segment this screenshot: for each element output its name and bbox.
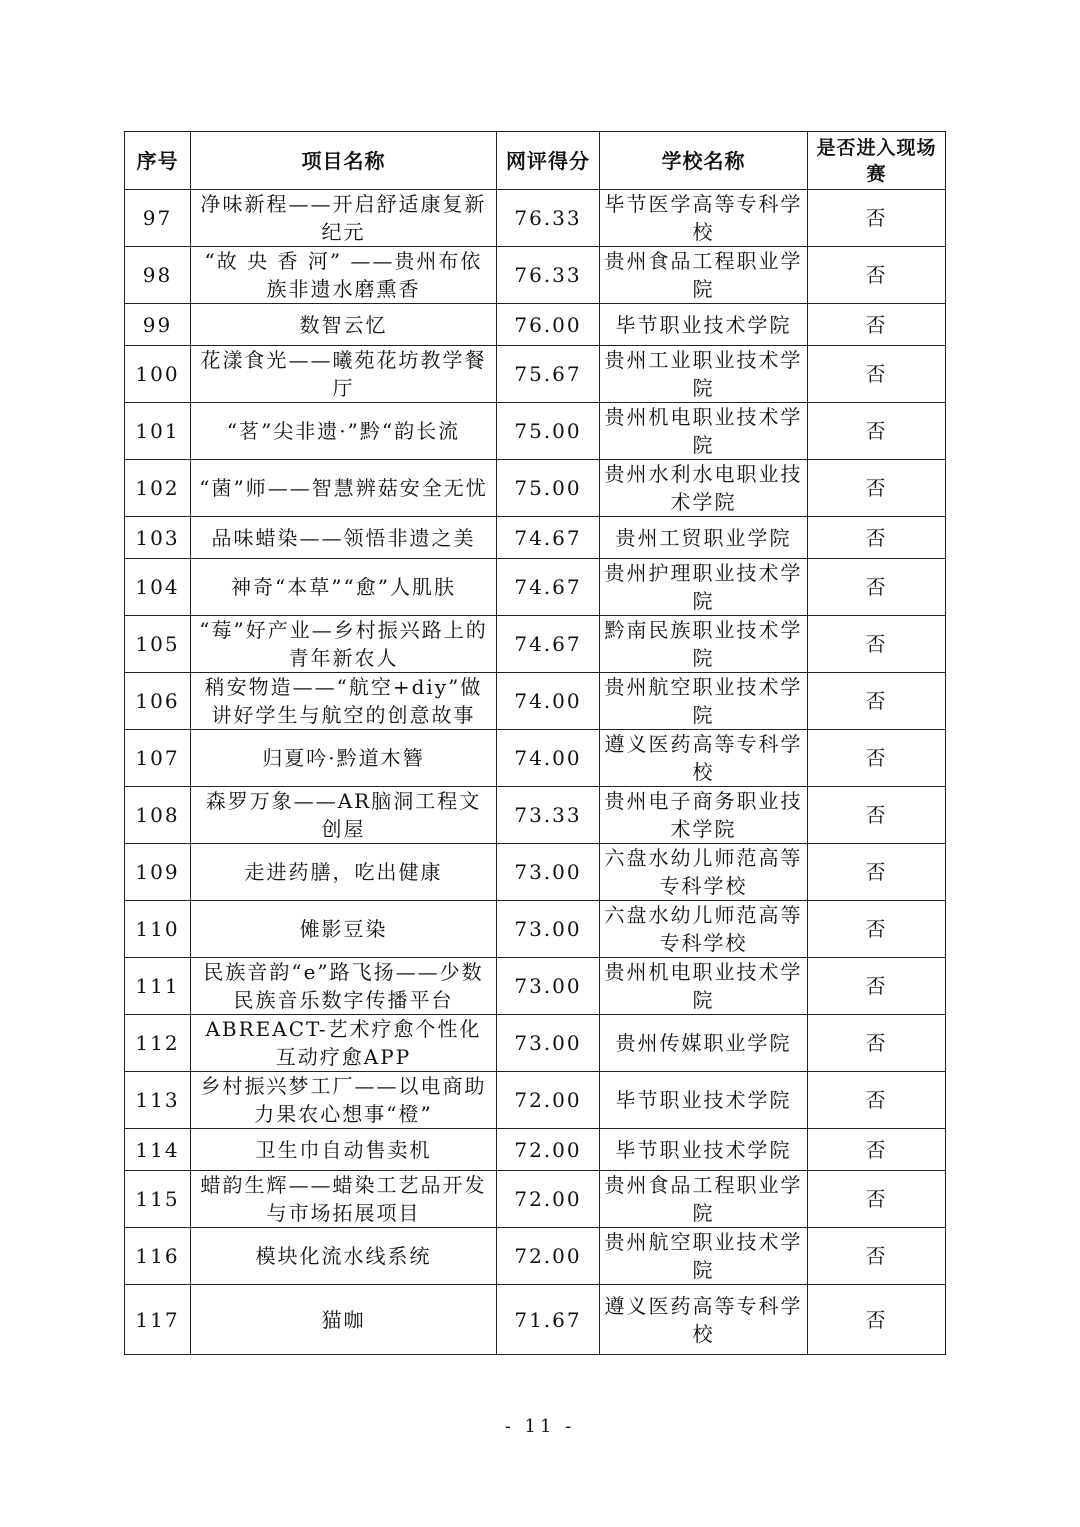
cell-index: 109 xyxy=(125,844,191,901)
cell-advance: 否 xyxy=(808,1015,946,1072)
cell-school: 贵州传媒职业学院 xyxy=(600,1015,808,1072)
cell-score: 74.67 xyxy=(497,559,600,616)
cell-project: 品味蜡染——领悟非遗之美 xyxy=(191,517,497,559)
cell-index: 105 xyxy=(125,616,191,673)
cell-score: 73.00 xyxy=(497,844,600,901)
page-number: - 11 - xyxy=(504,1416,576,1437)
cell-school: 贵州航空职业技术学院 xyxy=(600,1228,808,1285)
header-project: 项目名称 xyxy=(191,132,497,190)
cell-index: 98 xyxy=(125,247,191,304)
cell-index: 117 xyxy=(125,1285,191,1355)
cell-school: 贵州护理职业技术学院 xyxy=(600,559,808,616)
table-row xyxy=(125,616,946,673)
cell-school: 贵州工业职业技术学院 xyxy=(600,346,808,403)
cell-score: 72.00 xyxy=(497,1129,600,1171)
cell-project: 乡村振兴梦工厂——以电商助力果农心想事“橙” xyxy=(191,1072,497,1129)
cell-score: 75.67 xyxy=(497,346,600,403)
cell-index: 103 xyxy=(125,517,191,559)
cell-index: 102 xyxy=(125,460,191,517)
results-table xyxy=(124,131,946,1355)
cell-school: 毕节职业技术学院 xyxy=(600,1129,808,1171)
cell-project: 猫咖 xyxy=(191,1285,497,1355)
cell-advance: 否 xyxy=(808,787,946,844)
cell-school: 遵义医药高等专科学校 xyxy=(600,1285,808,1355)
cell-score: 76.33 xyxy=(497,190,600,247)
cell-school: 贵州航空职业技术学院 xyxy=(600,673,808,730)
cell-school: 毕节职业技术学院 xyxy=(600,1072,808,1129)
cell-advance: 否 xyxy=(808,673,946,730)
cell-advance: 否 xyxy=(808,1072,946,1129)
cell-project: 模块化流水线系统 xyxy=(191,1228,497,1285)
cell-advance: 否 xyxy=(808,559,946,616)
cell-project: “故 央 香 河” ——贵州布依族非遗水磨熏香 xyxy=(191,247,497,304)
cell-project: ABREACT-艺术疗愈个性化互动疗愈APP xyxy=(191,1015,497,1072)
table-row xyxy=(125,403,946,460)
cell-index: 108 xyxy=(125,787,191,844)
cell-index: 106 xyxy=(125,673,191,730)
header-school: 学校名称 xyxy=(600,132,808,190)
table-row xyxy=(125,346,946,403)
cell-advance: 否 xyxy=(808,1228,946,1285)
table-row xyxy=(125,1228,946,1285)
cell-advance: 否 xyxy=(808,346,946,403)
header-index: 序号 xyxy=(125,132,191,190)
header-score: 网评得分 xyxy=(497,132,600,190)
cell-index: 99 xyxy=(125,304,191,346)
cell-project: 神奇“本草”“愈”人肌肤 xyxy=(191,559,497,616)
table-row xyxy=(125,901,946,958)
cell-school: 毕节医学高等专科学校 xyxy=(600,190,808,247)
cell-score: 72.00 xyxy=(497,1228,600,1285)
cell-score: 72.00 xyxy=(497,1072,600,1129)
table-row xyxy=(125,730,946,787)
table-row xyxy=(125,517,946,559)
cell-score: 75.00 xyxy=(497,403,600,460)
cell-project: “菌”师——智慧辨菇安全无忧 xyxy=(191,460,497,517)
cell-score: 76.00 xyxy=(497,304,600,346)
cell-project: 民族音韵“e”路飞扬——少数民族音乐数字传播平台 xyxy=(191,958,497,1015)
cell-project: 森罗万象——AR脑洞工程文创屋 xyxy=(191,787,497,844)
cell-project: “莓”好产业—乡村振兴路上的青年新农人 xyxy=(191,616,497,673)
table-row xyxy=(125,190,946,247)
cell-project: 傩影豆染 xyxy=(191,901,497,958)
cell-score: 75.00 xyxy=(497,460,600,517)
table-body xyxy=(125,190,946,1355)
cell-advance: 否 xyxy=(808,958,946,1015)
cell-score: 73.00 xyxy=(497,901,600,958)
cell-score: 72.00 xyxy=(497,1171,600,1228)
cell-index: 111 xyxy=(125,958,191,1015)
cell-index: 107 xyxy=(125,730,191,787)
cell-index: 113 xyxy=(125,1072,191,1129)
cell-school: 贵州食品工程职业学院 xyxy=(600,1171,808,1228)
cell-score: 73.00 xyxy=(497,958,600,1015)
cell-advance: 否 xyxy=(808,1171,946,1228)
cell-score: 73.00 xyxy=(497,1015,600,1072)
cell-index: 101 xyxy=(125,403,191,460)
table-row xyxy=(125,460,946,517)
cell-project: 蜡韵生辉——蜡染工艺品开发与市场拓展项目 xyxy=(191,1171,497,1228)
cell-advance: 否 xyxy=(808,1129,946,1171)
cell-school: 贵州工贸职业学院 xyxy=(600,517,808,559)
table-row xyxy=(125,304,946,346)
cell-project: 稍安物造——“航空+diy”做讲好学生与航空的创意故事 xyxy=(191,673,497,730)
cell-advance: 否 xyxy=(808,403,946,460)
cell-school: 六盘水幼儿师范高等专科学校 xyxy=(600,844,808,901)
cell-school: 遵义医药高等专科学校 xyxy=(600,730,808,787)
cell-index: 112 xyxy=(125,1015,191,1072)
cell-school: 贵州电子商务职业技术学院 xyxy=(600,787,808,844)
cell-school: 贵州机电职业技术学院 xyxy=(600,403,808,460)
cell-advance: 否 xyxy=(808,517,946,559)
cell-index: 97 xyxy=(125,190,191,247)
cell-score: 74.00 xyxy=(497,730,600,787)
cell-project: 净味新程——开启舒适康复新纪元 xyxy=(191,190,497,247)
cell-project: 数智云忆 xyxy=(191,304,497,346)
cell-project: “茗”尖非遗·”黔“韵长流 xyxy=(191,403,497,460)
cell-advance: 否 xyxy=(808,247,946,304)
table-row xyxy=(125,787,946,844)
cell-school: 贵州食品工程职业学院 xyxy=(600,247,808,304)
cell-school: 贵州水利水电职业技术学院 xyxy=(600,460,808,517)
table-row xyxy=(125,1171,946,1228)
cell-index: 100 xyxy=(125,346,191,403)
cell-school: 毕节职业技术学院 xyxy=(600,304,808,346)
cell-score: 74.67 xyxy=(497,616,600,673)
cell-index: 114 xyxy=(125,1129,191,1171)
cell-index: 110 xyxy=(125,901,191,958)
cell-score: 74.67 xyxy=(497,517,600,559)
cell-project: 走进药膳，吃出健康 xyxy=(191,844,497,901)
header-row xyxy=(125,132,946,190)
cell-project: 卫生巾自动售卖机 xyxy=(191,1129,497,1171)
cell-advance: 否 xyxy=(808,304,946,346)
cell-school: 六盘水幼儿师范高等专科学校 xyxy=(600,901,808,958)
table-row xyxy=(125,1285,946,1355)
table-row xyxy=(125,1015,946,1072)
cell-index: 115 xyxy=(125,1171,191,1228)
table-row xyxy=(125,559,946,616)
cell-advance: 否 xyxy=(808,901,946,958)
table-row xyxy=(125,1072,946,1129)
table-row xyxy=(125,844,946,901)
cell-score: 76.33 xyxy=(497,247,600,304)
cell-score: 74.00 xyxy=(497,673,600,730)
cell-school: 黔南民族职业技术学院 xyxy=(600,616,808,673)
table-row xyxy=(125,247,946,304)
table-row xyxy=(125,1129,946,1171)
cell-project: 归夏吟·黔道木簪 xyxy=(191,730,497,787)
cell-score: 71.67 xyxy=(497,1285,600,1355)
cell-advance: 否 xyxy=(808,460,946,517)
cell-project: 花漾食光——曦苑花坊教学餐厅 xyxy=(191,346,497,403)
cell-index: 104 xyxy=(125,559,191,616)
cell-advance: 否 xyxy=(808,844,946,901)
cell-advance: 否 xyxy=(808,1285,946,1355)
cell-school: 贵州机电职业技术学院 xyxy=(600,958,808,1015)
cell-score: 73.33 xyxy=(497,787,600,844)
cell-advance: 否 xyxy=(808,616,946,673)
cell-index: 116 xyxy=(125,1228,191,1285)
header-advance: 是否进入现场赛 xyxy=(808,132,946,190)
cell-advance: 否 xyxy=(808,190,946,247)
table-row xyxy=(125,958,946,1015)
cell-advance: 否 xyxy=(808,730,946,787)
table-row xyxy=(125,673,946,730)
